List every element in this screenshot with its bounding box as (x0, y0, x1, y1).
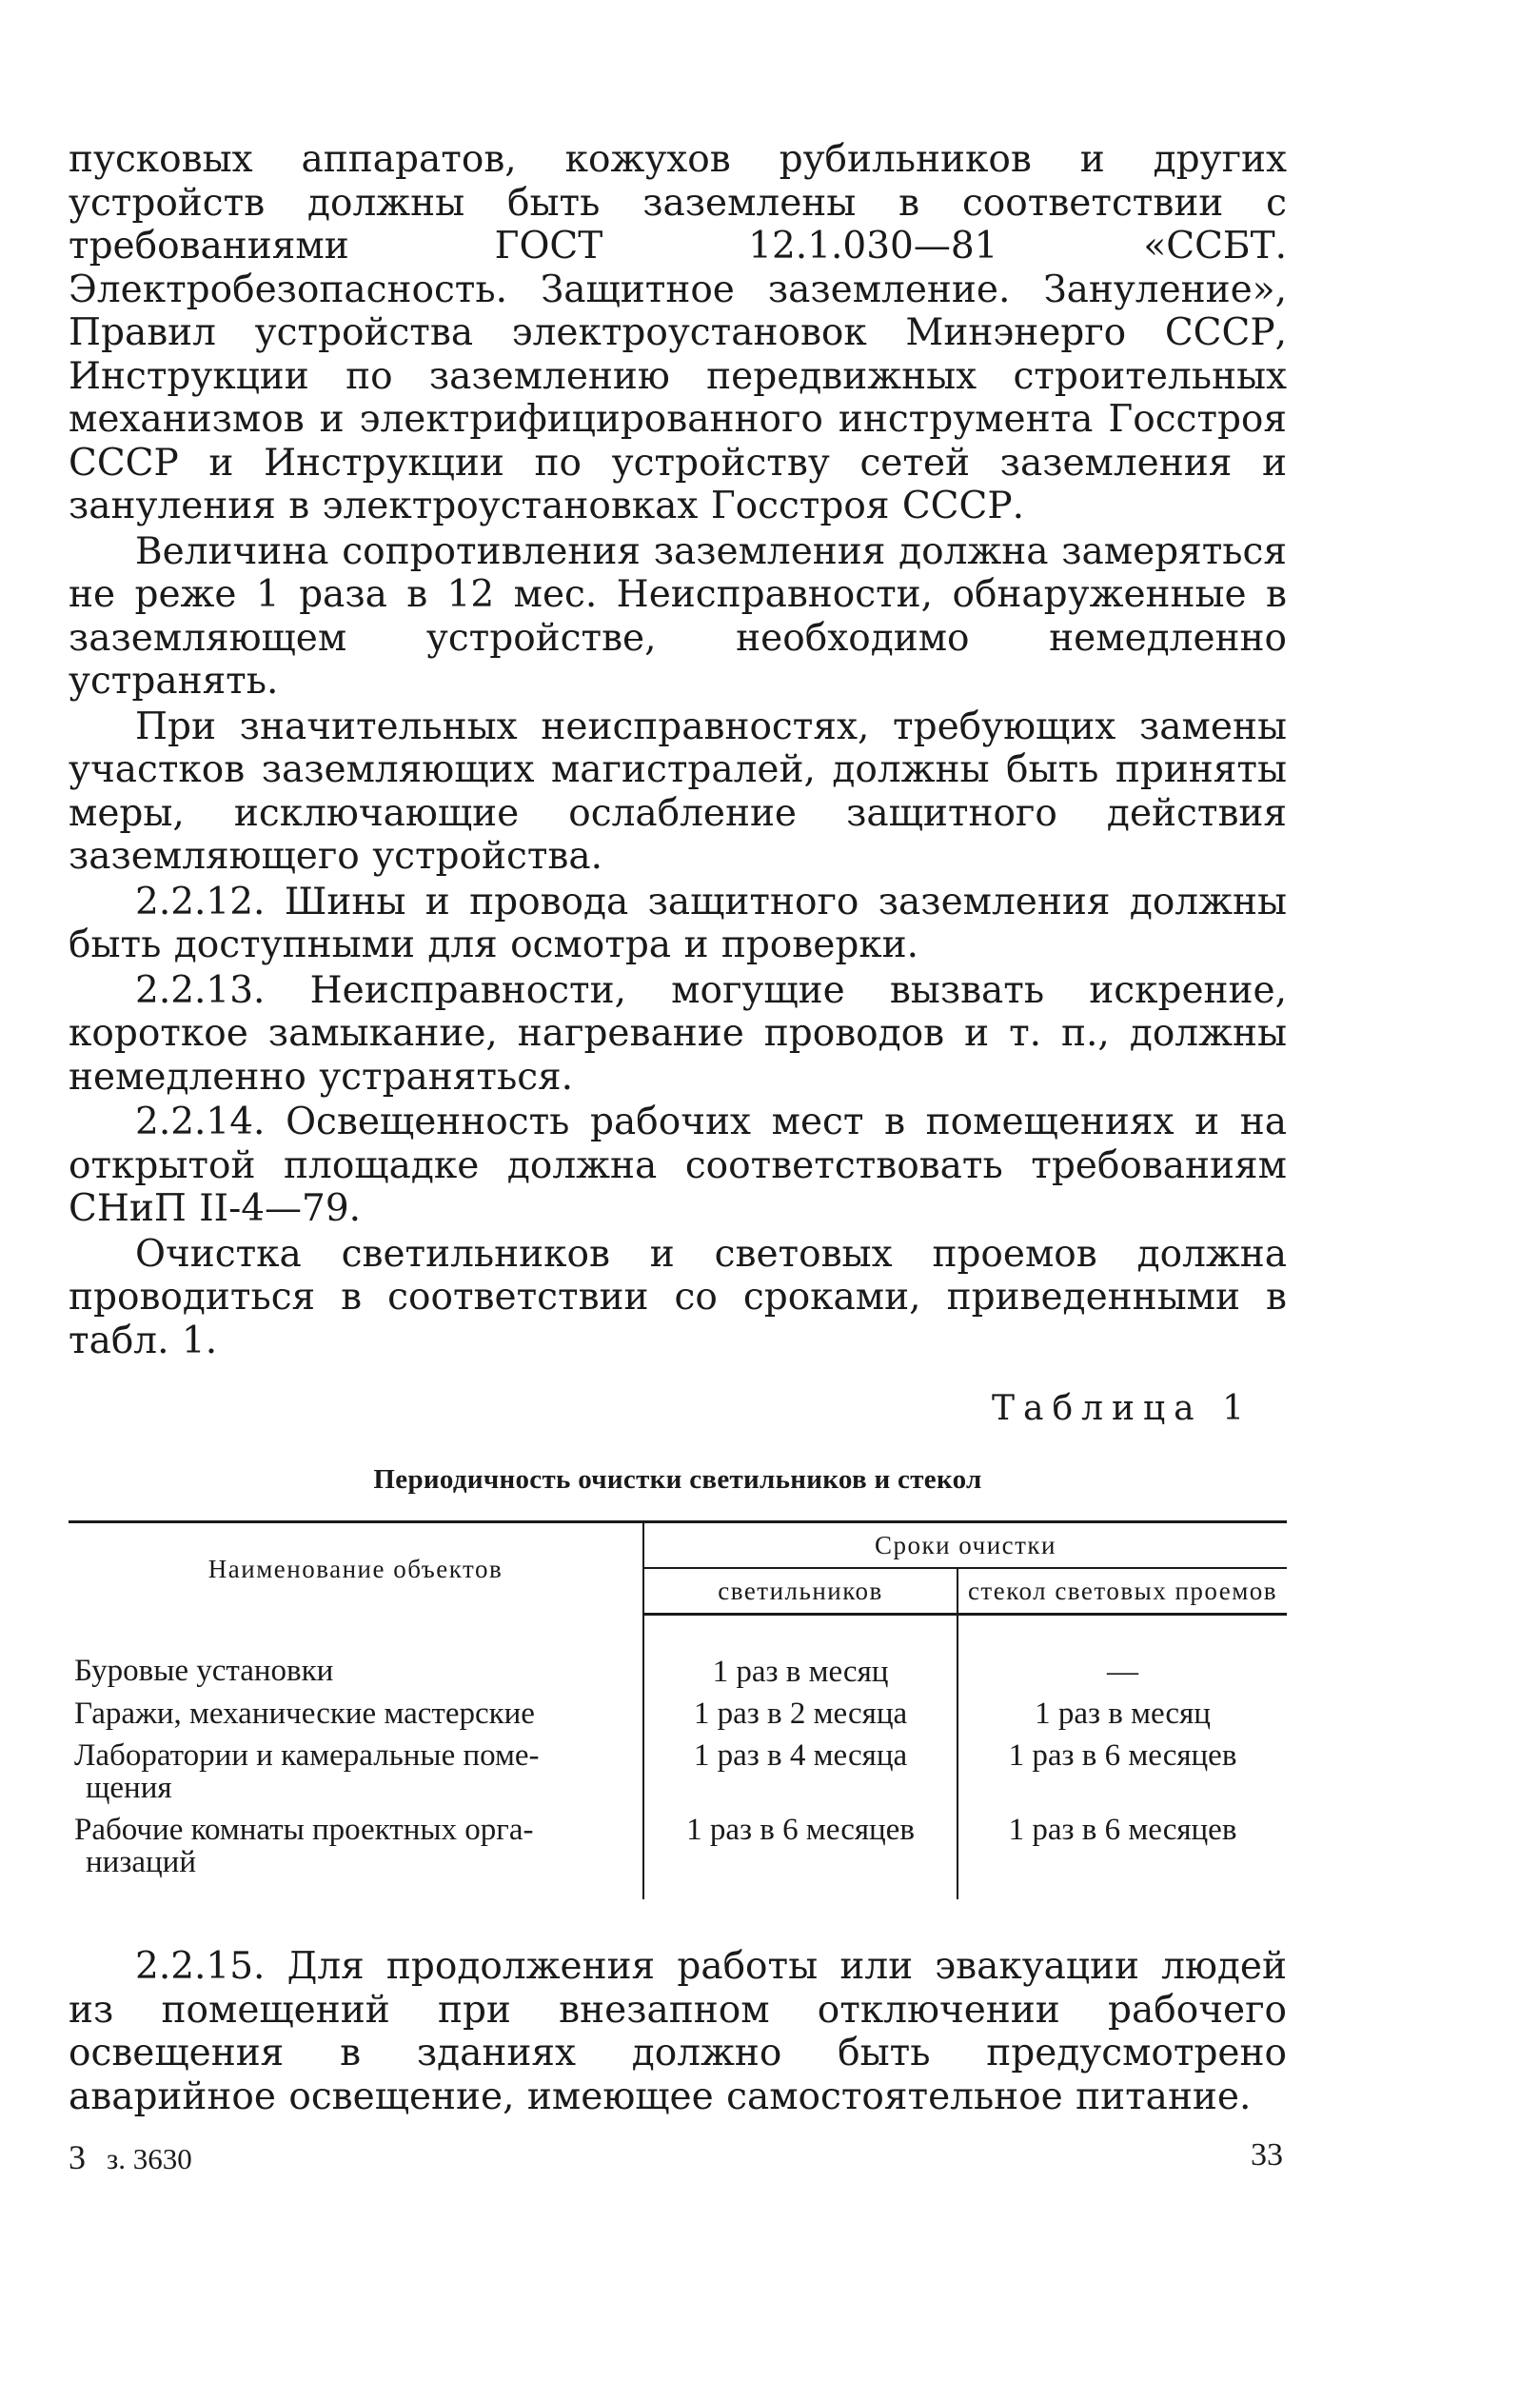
row-glass-term: 1 раз в 6 месяцев (1008, 1738, 1237, 1773)
row-glass-term: 1 раз в месяц (1035, 1697, 1211, 1731)
paragraph-resistance-measurement: Величина сопротивления заземления должна замеряться не реже 1 раза в 12 мес. Неисправности, обнаруженные в заземляющем устройстве, необходимо немедленно устранять. (69, 529, 1287, 703)
row-name-continuation: щения (86, 1771, 172, 1805)
paragraph-2-2-15: 2.2.15. Для продолжения работы или эвакуации людей из помещений при внезапном отключении рабочего освещения в зданиях должно быть предусмотрено аварийное освещение, имеющее самостоятельное питание. (69, 1945, 1287, 2118)
row-name-line: Гаражи, механические мастерские (74, 1697, 535, 1731)
table-title: Периодичность очистки светильников и стекол (373, 1464, 982, 1495)
paragraph-2-2-12: 2.2.12. Шины и провода защитного заземления должны быть доступными для осмотра и проверки. (69, 880, 1287, 966)
cleaning-schedule-table (69, 1520, 1287, 1899)
printer-signature (69, 2137, 192, 2177)
row-name-line: Буровые установки (74, 1653, 334, 1688)
row-luminaire-term: 1 раз в 4 месяца (643, 1736, 958, 1810)
header-cleaning-terms: Сроки очистки (643, 1522, 1287, 1569)
paragraph-cleaning-reference: Очистка светильников и световых проемов должна проводиться в соответствии со сроками, приведенными в табл. 1. (69, 1232, 1287, 1362)
table-row (69, 1810, 1287, 1899)
table-row (69, 1694, 1287, 1736)
table-row (69, 1736, 1287, 1810)
table-header-row (69, 1522, 1287, 1569)
header-object-name: Наименование объектов (69, 1522, 643, 1615)
row-name-continuation: низаций (86, 1845, 196, 1879)
page-number: 33 (1251, 2137, 1283, 2173)
row-object-name (69, 1615, 643, 1695)
row-luminaire-term: 1 раз в месяц (643, 1615, 958, 1695)
paragraph-2-2-13: 2.2.13. Неисправности, могущие вызвать искрение, короткое замыкание, нагревание проводов и т. п., должны немедленно устраняться. (69, 968, 1287, 1099)
table-label: Таблица 1 (992, 1389, 1253, 1428)
paragraph-2-2-14: 2.2.14. Освещенность рабочих мест в помещениях и на открытой площадке должна соответствовать требованиям СНиП II-4—79. (69, 1101, 1287, 1230)
row-name-line: Лаборатории и камеральные поме- (74, 1738, 540, 1773)
header-luminaires: светильников (643, 1568, 958, 1615)
paragraph-grounding-requirements: пусковых аппаратов, кожухов рубильников и других устройств должны быть заземлены в соответствии с требованиями ГОСТ 12.1.030—81 «ССБТ. Электробезопасность. Защитное заземление. Зануление», Правил устройства электроустановок Минэнерго СССР, Инструкции по заземлению передвижных строительных механизмов и электрифицированного инструмента Госстроя СССР и Инструкции по устройству сетей заземления и зануления в электроустановках Госстроя СССР. (69, 138, 1287, 527)
table-row (69, 1615, 1287, 1695)
row-object-name (69, 1694, 643, 1736)
row-luminaire-term: 1 раз в 6 месяцев (643, 1810, 958, 1899)
paragraph-major-faults: При значительных неисправностях, требующих замены участков заземляющих магистралей, должны быть приняты меры, исключающие ослабление защитного действия заземляющего устройства. (69, 705, 1287, 878)
header-glass-openings: стекол световых проемов (958, 1568, 1287, 1615)
row-luminaire-term: 1 раз в 2 месяца (643, 1694, 958, 1736)
row-name-line: Рабочие комнаты проектных орга- (74, 1813, 534, 1847)
document-page (69, 138, 1287, 2185)
order-code: з. 3630 (107, 2142, 192, 2175)
signature-mark: 3 (69, 2138, 86, 2176)
page-footer (69, 2137, 1287, 2185)
row-glass-term: — (1107, 1655, 1138, 1689)
row-object-name (69, 1810, 643, 1899)
row-glass-term: 1 раз в 6 месяцев (1008, 1813, 1237, 1847)
row-object-name (69, 1736, 643, 1810)
